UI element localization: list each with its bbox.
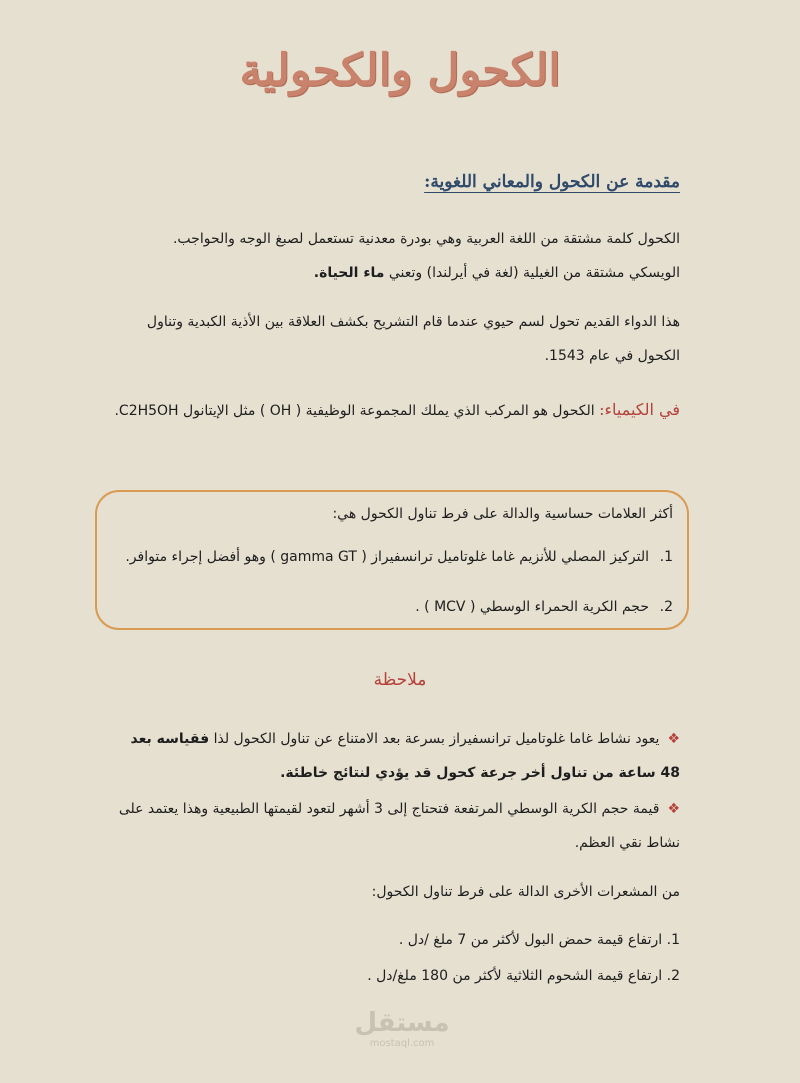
intro-heading: مقدمة عن الكحول والمعاني اللغوية: bbox=[424, 172, 680, 192]
chemistry-text: الكحول هو المركب الذي يملك المجموعة الوظيفية ( OH ) مثل الإيتانول C2H5OH. bbox=[114, 403, 600, 419]
bullet-text: قيمة حجم الكرية الوسطي المرتفعة فتحتاج إلى 3 أشهر لتعود لقيمتها الطبيعية وهذا يعتمد على نشاط نقي العظم. bbox=[118, 801, 680, 851]
paragraph-kohl bbox=[110, 222, 680, 290]
bullet-bold-text: فقياسه بعد 48 ساعة من تناول أخر جرعة كحول قد يؤدي لنتائج خاطئة. bbox=[130, 731, 680, 781]
marker-item-1 bbox=[113, 544, 673, 570]
chemistry-label: في الكيمياء: bbox=[599, 400, 680, 419]
marker-number: 2. bbox=[659, 599, 673, 615]
diamond-bullet-icon: ❖ bbox=[667, 801, 680, 817]
water-of-life-text: ماء الحياة. bbox=[313, 265, 385, 281]
other-marker-number: 2. bbox=[666, 968, 680, 984]
marker-text: التركيز المصلي للأنزيم غاما غلوتاميل ترانسفيراز ( gamma GT ) وهو أفضل إجراء متوافر. bbox=[125, 549, 649, 565]
note-bullet-1 bbox=[114, 722, 680, 790]
marker-item-2 bbox=[113, 594, 673, 620]
other-marker-text: ارتفاع قيمة الشحوم الثلاثية لأكثر من 180 ملغ/دل . bbox=[367, 968, 663, 984]
other-markers-heading: من المشعرات الأخرى الدالة على فرط تناول الكحول: bbox=[371, 884, 680, 900]
marker-text: حجم الكرية الحمراء الوسطي ( MCV ) . bbox=[415, 599, 649, 615]
other-marker-item-2 bbox=[114, 968, 680, 984]
other-marker-number: 1. bbox=[666, 932, 680, 948]
paragraph-whisky-line bbox=[110, 256, 680, 290]
paragraph-kohl-line1: الكحول كلمة مشتقة من اللغة العربية وهي بودرة معدنية تستعمل لصبغ الوجه والحواجب. bbox=[172, 231, 680, 247]
markers-intro: أكثر العلامات حساسية والدالة على فرط تناول الكحول هي: bbox=[332, 506, 673, 522]
note-title: ملاحظة bbox=[373, 670, 427, 690]
mostaql-watermark bbox=[352, 1008, 452, 1068]
whisky-text: الويسكي مشتقة من الغيلية (لغة في أيرلندا) وتعني bbox=[384, 265, 680, 281]
bullet-text: يعود نشاط غاما غلوتاميل ترانسفيراز بسرعة بعد الامتناع عن تناول الكحول لذا bbox=[209, 731, 660, 747]
paragraph-chemistry bbox=[110, 392, 680, 429]
markers-box bbox=[95, 490, 689, 630]
diamond-bullet-icon: ❖ bbox=[667, 731, 680, 747]
page-title: الكحول والكحولية bbox=[239, 45, 561, 96]
watermark-arabic: مستقل bbox=[354, 1008, 450, 1038]
other-marker-item-1 bbox=[114, 932, 680, 948]
watermark-latin: mostaql.com bbox=[369, 1038, 435, 1049]
paragraph-history: هذا الدواء القديم تحول لسم حيوي عندما قام التشريح بكشف العلاقة بين الأذية الكبدية وتناول الكحول في عام 1543. bbox=[146, 314, 680, 364]
note-bullet-2 bbox=[114, 792, 680, 860]
marker-number: 1. bbox=[659, 549, 673, 565]
other-marker-text: ارتفاع قيمة حمض البول لأكثر من 7 ملغ /دل . bbox=[398, 932, 663, 948]
